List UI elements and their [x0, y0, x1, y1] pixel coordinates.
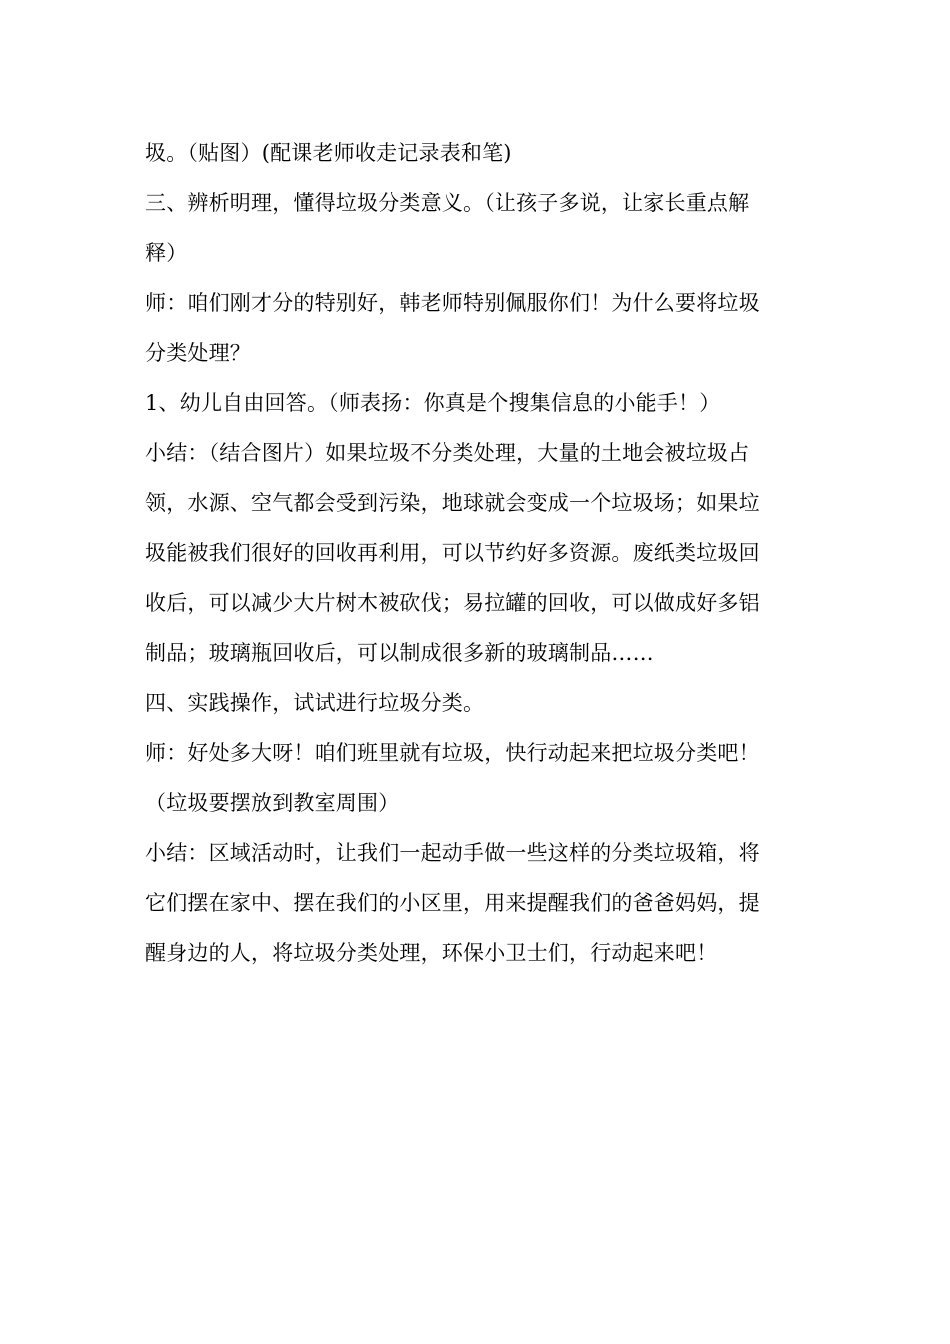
text-line: 分类处理？ — [145, 341, 251, 365]
section-heading-3: 三、辨析明理，懂得垃圾分类意义。（让孩子多说，让家长重点解 — [145, 191, 750, 215]
text-line: 醒身边的人，将垃圾分类处理，环保小卫士们，行动起来吧！ — [145, 941, 718, 965]
text-line: 释） — [145, 241, 188, 265]
text-line: 小结：（结合图片）如果垃圾不分类处理，大量的土地会被垃圾占 — [145, 441, 750, 465]
text-line: 制品；玻璃瓶回收后，可以制成很多新的玻璃制品…… — [145, 641, 654, 665]
text-line: 领，水源、空气都会受到污染，地球就会变成一个垃圾场；如果垃 — [145, 491, 760, 515]
text-line: 它们摆在家中、摆在我们的小区里，用来提醒我们的爸爸妈妈，提 — [145, 891, 760, 915]
text-line: 收后，可以减少大片树木被砍伐；易拉罐的回收，可以做成好多铝 — [145, 591, 760, 615]
text-line: 圾能被我们很好的回收再利用，可以节约好多资源。废纸类垃圾回 — [145, 541, 760, 565]
text-line: （垃圾要摆放到教室周围） — [145, 791, 400, 815]
document-body — [145, 128, 810, 978]
text-line: 师：好处多大呀！咱们班里就有垃圾，快行动起来把垃圾分类吧！ — [145, 741, 760, 765]
text-line: 小结：区域活动时，让我们一起动手做一些这样的分类垃圾箱，将 — [145, 841, 760, 865]
section-heading-4: 四、实践操作，试试进行垃圾分类。 — [145, 691, 485, 715]
text-line: 圾。（贴图）(配课老师收走记录表和笔) — [145, 141, 512, 165]
text-line: 师：咱们刚才分的特别好，韩老师特别佩服你们！为什么要将垃圾 — [145, 291, 760, 315]
text-line: 1、幼儿自由回答。（师表扬：你真是个搜集信息的小能手！） — [145, 391, 721, 415]
